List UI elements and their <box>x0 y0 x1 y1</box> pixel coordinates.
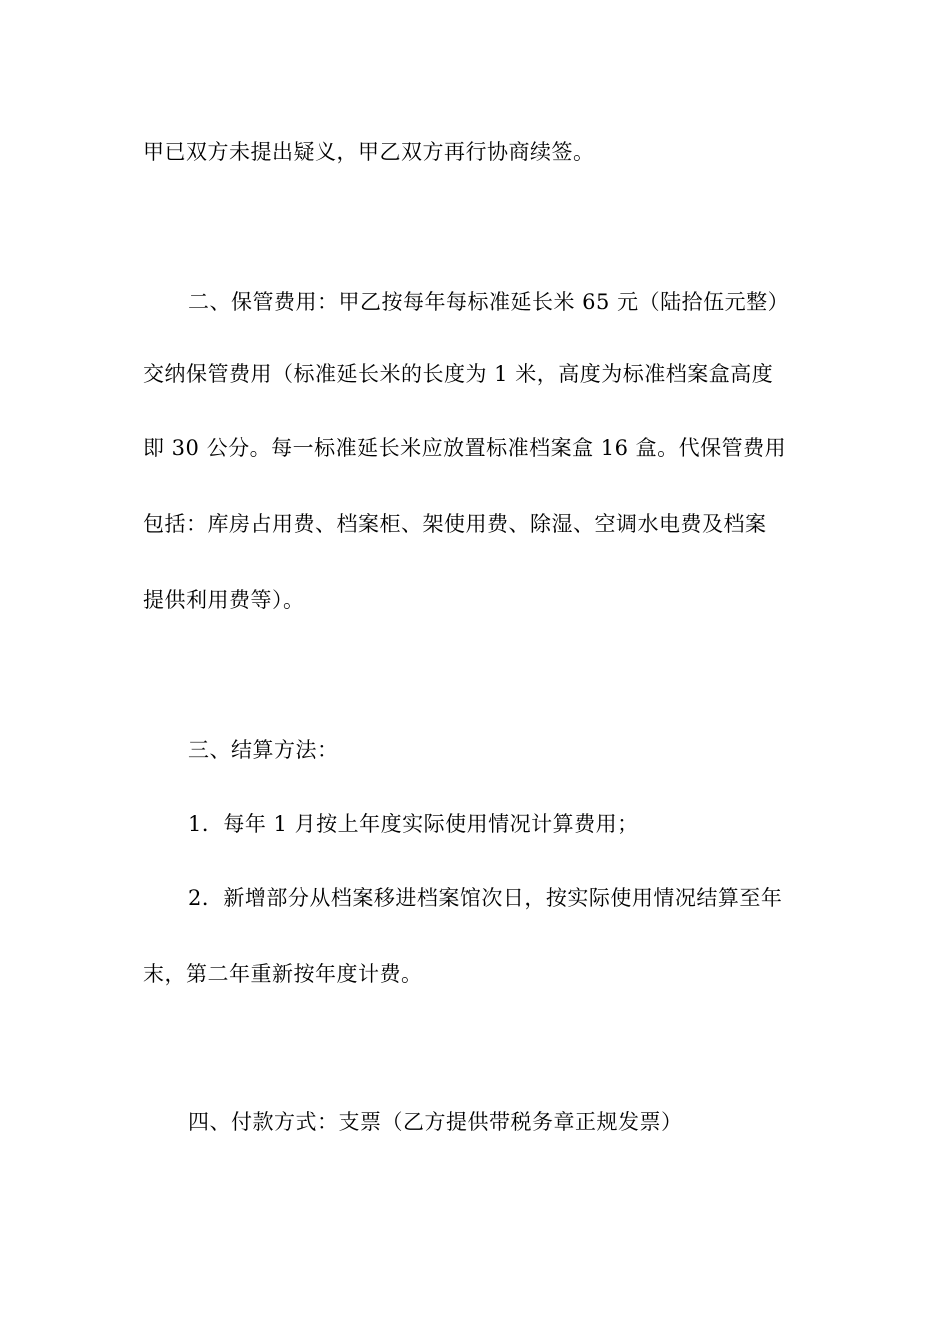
section-heading-settlement: 三、结算方法： <box>188 738 339 762</box>
section-heading-storage-fee: 二、保管费用：甲乙按每年每标准延长米 65 元（陆拾伍元整） <box>188 290 790 314</box>
list-item-settlement-2: 2．新增部分从档案移进档案馆次日，按实际使用情况结算至年 <box>188 886 783 910</box>
paragraph-line-storage-fee-3: 即 30 公分。每一标准延长米应放置标准档案盒 16 盒。代保管费用 <box>143 436 787 460</box>
list-item-settlement-2-cont: 末，第二年重新按年度计费。 <box>143 962 423 986</box>
paragraph-line-storage-fee-5: 提供利用费等）。 <box>143 588 305 612</box>
paragraph-line-storage-fee-2: 交纳保管费用（标准延长米的长度为 1 米，高度为标准档案盒高度 <box>143 362 774 386</box>
section-heading-payment: 四、付款方式：支票（乙方提供带税务章正规发票） <box>188 1110 683 1134</box>
paragraph-line-renewal: 甲已双方未提出疑义，甲乙双方再行协商续签。 <box>143 140 595 164</box>
list-item-settlement-1: 1．每年 1 月按上年度实际使用情况计算费用； <box>188 812 639 836</box>
paragraph-line-storage-fee-4: 包括：库房占用费、档案柜、架使用费、除湿、空调水电费及档案 <box>143 512 767 536</box>
